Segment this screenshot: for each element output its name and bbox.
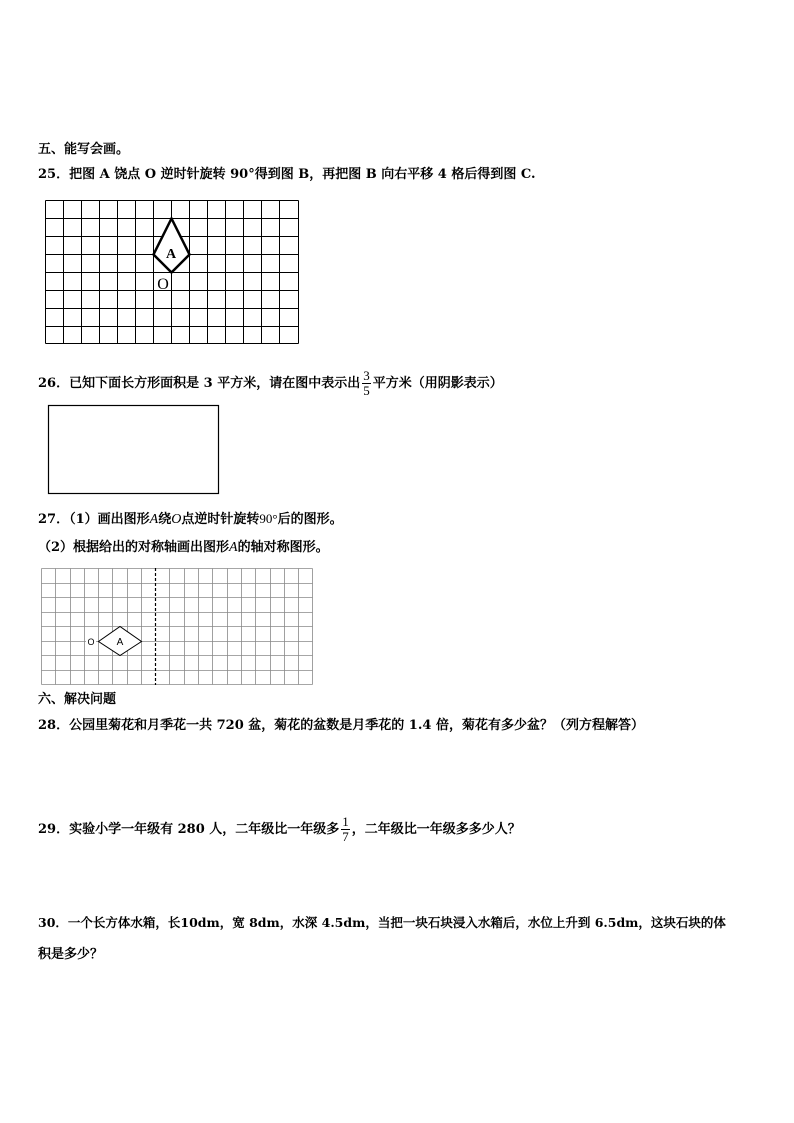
q27-var-o: O [171,512,182,527]
q27-part2-before: （2）根据给出的对称轴画出图形 [38,540,230,555]
question-27-part-1 [38,510,343,529]
q27-part1-before: 27．（1）画出图形 [38,512,150,527]
q26-text-after: 平方米（用阴影表示） [372,376,503,391]
q29-text-after: ，二年级比一年级多多少人？ [351,822,521,837]
question-30-line-1: 30．一个长方体水箱，长10dm，宽 8dm，水深 4.5dm，当把一块石块浸入水箱后，水位上升到 6.5dm，这块石块的体 [38,915,726,930]
point-o-label-2: O [87,637,95,647]
q29-fraction [341,815,350,844]
q27-part1-end: 后的图形。 [277,512,343,527]
q25-grid [45,200,301,346]
q27-angle: 90° [259,511,278,526]
q26-fraction-numerator: 3 [363,368,370,383]
question-26 [38,369,503,398]
point-o-label: O [157,276,169,293]
q27-part1-after: 点逆时针旋转 [181,512,260,527]
q26-rectangle [47,404,221,496]
q29-text-before: 29．实验小学一年级有 280 人，二年级比一年级多 [38,822,340,837]
q29-fraction-denominator: 7 [342,829,349,844]
shape-a-label: A [165,247,177,262]
q27-part2-after: 的轴对称图形。 [237,540,329,555]
q27-var-a: A [149,512,159,527]
question-28: 28．公园里菊花和月季花一共 720 盆，菊花的盆数是月季花的 1.4 倍，菊花有多少盆？（列方程解答） [38,718,644,733]
q26-text-before: 26．已知下面长方形面积是 3 平方米，请在图中表示出 [38,376,361,391]
question-30-line-2: 积是多少？ [38,947,104,962]
q26-fraction-denominator: 5 [363,383,370,398]
section-6-title: 六、解决问题 [38,692,117,707]
q27-part1-mid: 绕 [158,512,172,527]
q27-grid [41,568,315,688]
q26-fraction [362,369,371,398]
section-5-title: 五、能写会画。 [38,142,130,157]
question-25: 25．把图 A 饶点 O 逆时针旋转 90°得到图 B，再把图 B 向右平移 4 格后得到图 C. [38,167,536,182]
shape-a-label-2: A [116,637,124,648]
question-29 [38,815,521,844]
q27-var-a-2: A [229,540,238,555]
shape-a-outline [154,219,190,273]
question-27-part-2 [38,539,329,557]
q29-fraction-numerator: 1 [342,814,349,829]
